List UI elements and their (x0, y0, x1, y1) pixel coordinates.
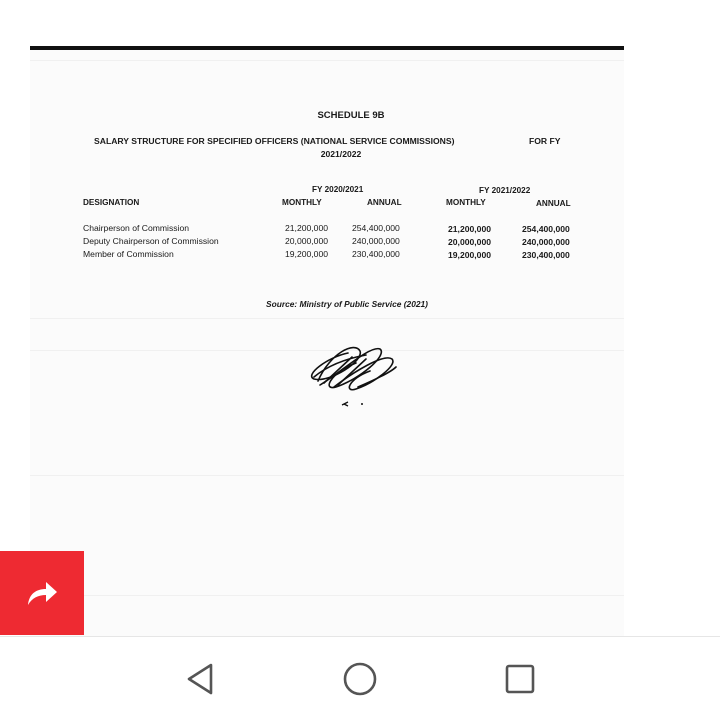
scan-artifact-line (30, 60, 624, 61)
recents-button[interactable] (500, 659, 540, 699)
structure-title (94, 136, 574, 146)
row-designation: Member of Commission (83, 249, 174, 259)
row-annual-2020-2021: 230,400,000 (352, 249, 400, 259)
row-monthly-2020-2021: 20,000,000 (285, 236, 329, 246)
row-monthly-2020-2021: 21,200,000 (285, 223, 329, 233)
handwritten-signature (300, 333, 410, 413)
scan-artifact-line (30, 318, 624, 319)
row-annual-2021-2022: 240,000,000 (522, 237, 570, 247)
home-circle-icon (342, 661, 378, 697)
navigation-bar (0, 636, 720, 716)
period-header-2020-2021: FY 2020/2021 (312, 185, 364, 194)
row-monthly-2021-2022: 21,200,000 (448, 224, 492, 234)
structure-title-text: SALARY STRUCTURE FOR SPECIFIED OFFICERS (NATIONAL SERVICE COMMISSIONS) (94, 136, 455, 146)
column-header-monthly: MONTHLY (282, 198, 322, 207)
structure-fy-label: FOR FY (529, 136, 561, 146)
period-header-2021-2022: FY 2021/2022 (479, 186, 531, 195)
row-designation: Deputy Chairperson of Commission (83, 236, 219, 246)
scanned-document (30, 50, 624, 636)
column-header-annual: ANNUAL (367, 198, 402, 207)
schedule-title: SCHEDULE 9B (317, 110, 385, 121)
source-note: Source: Ministry of Public Service (2021) (266, 299, 428, 309)
structure-year: 2021/2022 (320, 149, 362, 159)
share-arrow-icon (24, 578, 60, 608)
row-monthly-2020-2021: 19,200,000 (285, 249, 329, 259)
row-annual-2021-2022: 230,400,000 (522, 250, 570, 260)
scan-artifact-line (30, 475, 624, 476)
row-annual-2020-2021: 240,000,000 (352, 236, 400, 246)
share-button[interactable] (0, 551, 84, 635)
scan-artifact-line (30, 595, 624, 596)
row-designation: Chairperson of Commission (83, 223, 190, 233)
column-header-annual: ANNUAL (536, 199, 571, 208)
row-annual-2021-2022: 254,400,000 (522, 224, 570, 234)
home-button[interactable] (340, 659, 380, 699)
row-monthly-2021-2022: 20,000,000 (448, 237, 492, 247)
column-header-monthly: MONTHLY (446, 198, 486, 207)
back-triangle-icon (184, 662, 216, 696)
recents-square-icon (504, 663, 536, 695)
designation-header: DESIGNATION (83, 198, 140, 207)
row-monthly-2021-2022: 19,200,000 (448, 250, 492, 260)
row-annual-2020-2021: 254,400,000 (352, 223, 400, 233)
back-button[interactable] (180, 659, 220, 699)
